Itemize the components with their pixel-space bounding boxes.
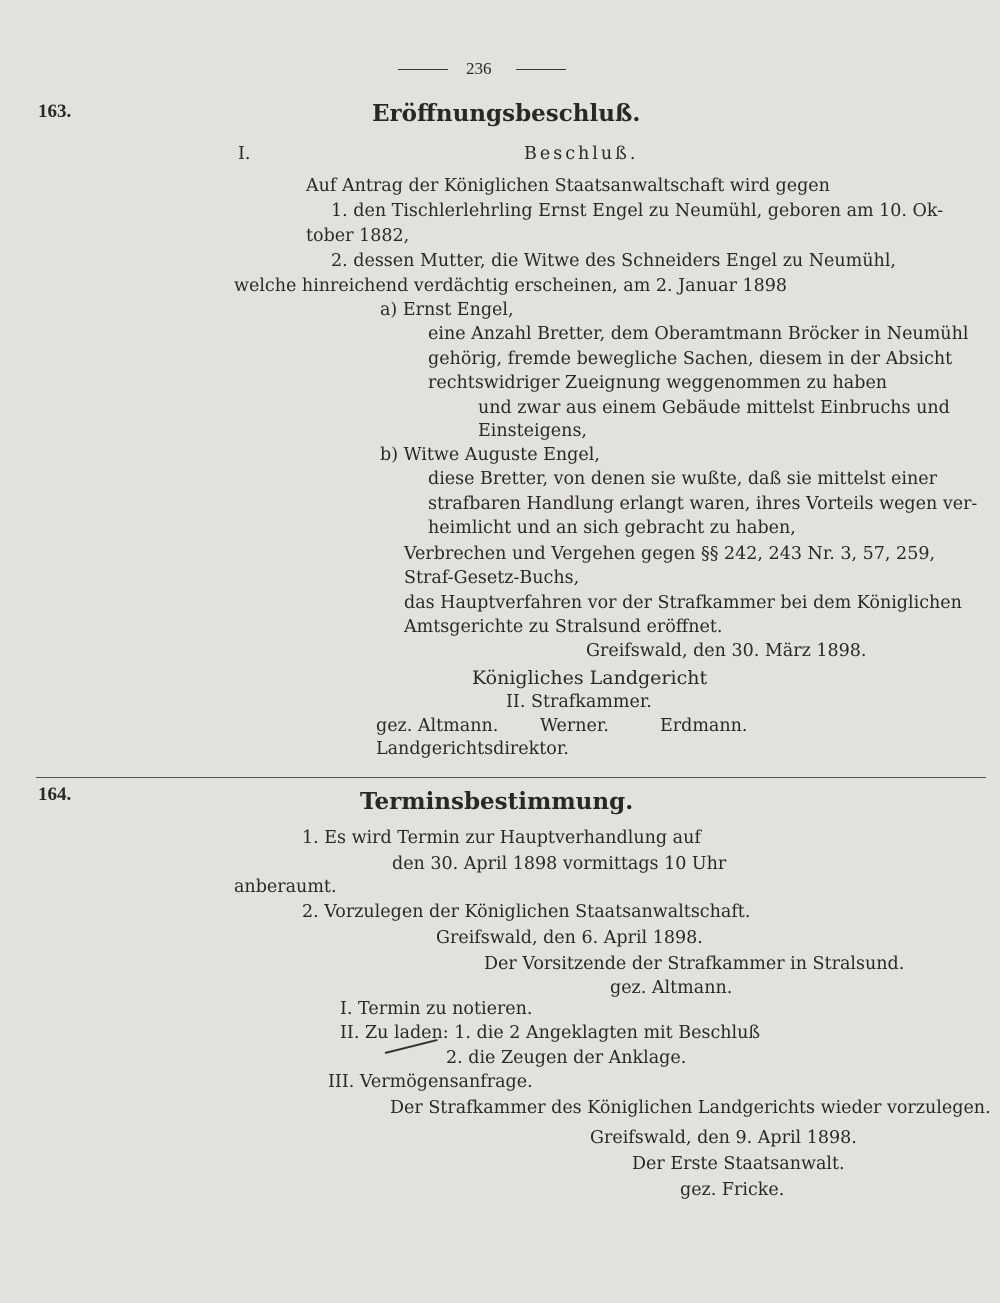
text-line: 2. Vorzulegen der Königlichen Staatsanwaltschaft. (302, 902, 751, 922)
page-number-dash-right (516, 69, 566, 70)
text-line: rechtswidriger Zueignung weggenommen zu haben (428, 373, 888, 393)
page-number-dash-left (398, 69, 448, 70)
text-line: III. Vermögensanfrage. (328, 1072, 533, 1092)
text-line: gehörig, fremde bewegliche Sachen, diesem in der Absicht (428, 349, 953, 369)
text-line: I. Termin zu notieren. (340, 999, 533, 1019)
entry-number: 164. (38, 784, 72, 805)
text-line: anberaumt. (234, 877, 337, 897)
text-line: a) Ernst Engel, (380, 300, 514, 320)
text-line: Straf-Gesetz-Buchs, (404, 568, 580, 588)
text-line: Der Strafkammer des Königlichen Landgerichts wieder vorzulegen. (390, 1098, 991, 1118)
text-line: den 30. April 1898 vormittags 10 Uhr (392, 854, 727, 874)
text-line: das Hauptverfahren vor der Strafkammer bei dem Königlichen (404, 593, 962, 613)
place-date: Greifswald, den 6. April 1898. (436, 928, 703, 948)
section-roman: I. (238, 144, 251, 164)
text-line: Einsteigens, (478, 421, 587, 441)
text-line: tober 1882, (306, 226, 410, 246)
place-date: Greifswald, den 9. April 1898. (590, 1128, 857, 1148)
place-date: Greifswald, den 30. März 1898. (586, 641, 867, 661)
signer-title: Landgerichtsdirektor. (376, 739, 569, 759)
signature-fricke: gez. Fricke. (680, 1180, 785, 1200)
text-line: eine Anzahl Bretter, dem Oberamtmann Bröcker in Neumühl (428, 324, 969, 344)
text-line: 2. die Zeugen der Anklage. (446, 1048, 687, 1068)
section-divider (36, 777, 986, 778)
page-number: 236 (466, 59, 492, 78)
text-line: II. Zu laden: 1. die 2 Angeklagten mit Beschluß (340, 1023, 761, 1043)
text-line: 1. Es wird Termin zur Hauptverhandlung auf (302, 828, 701, 848)
text-line: heimlicht und an sich gebracht zu haben, (428, 518, 796, 538)
text-line: b) Witwe Auguste Engel, (380, 445, 600, 465)
text-line: Der Vorsitzende der Strafkammer in Stralsund. (484, 954, 905, 974)
signature-altmann: gez. Altmann. (376, 716, 499, 736)
entry-heading: Terminsbestimmung. (360, 788, 634, 815)
text-line: Amtsgerichte zu Stralsund eröffnet. (404, 617, 723, 637)
text-line: 1. den Tischlerlehrling Ernst Engel zu Neumühl, geboren am 10. Ok- (331, 201, 944, 221)
text-line: Auf Antrag der Königlichen Staatsanwaltschaft wird gegen (306, 176, 830, 196)
text-line: und zwar aus einem Gebäude mittelst Einbruchs und (478, 398, 950, 418)
signature-erdmann: Erdmann. (660, 716, 748, 736)
text-line: diese Bretter, von denen sie wußte, daß sie mittelst einer (428, 469, 937, 489)
signature-altmann: gez. Altmann. (610, 978, 733, 998)
text-line: strafbaren Handlung erlangt waren, ihres Vorteils wegen ver- (428, 494, 978, 514)
signer-title: Der Erste Staatsanwalt. (632, 1154, 845, 1174)
entry-number: 163. (38, 101, 72, 122)
text-line: Verbrechen und Vergehen gegen §§ 242, 243 Nr. 3, 57, 259, (404, 544, 936, 564)
chamber-name: II. Strafkammer. (506, 692, 652, 712)
subheading: Beschluß. (524, 144, 639, 164)
entry-heading: Eröffnungsbeschluß. (372, 100, 641, 127)
text-line: 2. dessen Mutter, die Witwe des Schneiders Engel zu Neumühl, (331, 251, 896, 271)
court-name: Königliches Landgericht (472, 667, 708, 689)
text-line: welche hinreichend verdächtig erscheinen, am 2. Januar 1898 (234, 276, 788, 296)
signature-werner: Werner. (540, 716, 609, 736)
